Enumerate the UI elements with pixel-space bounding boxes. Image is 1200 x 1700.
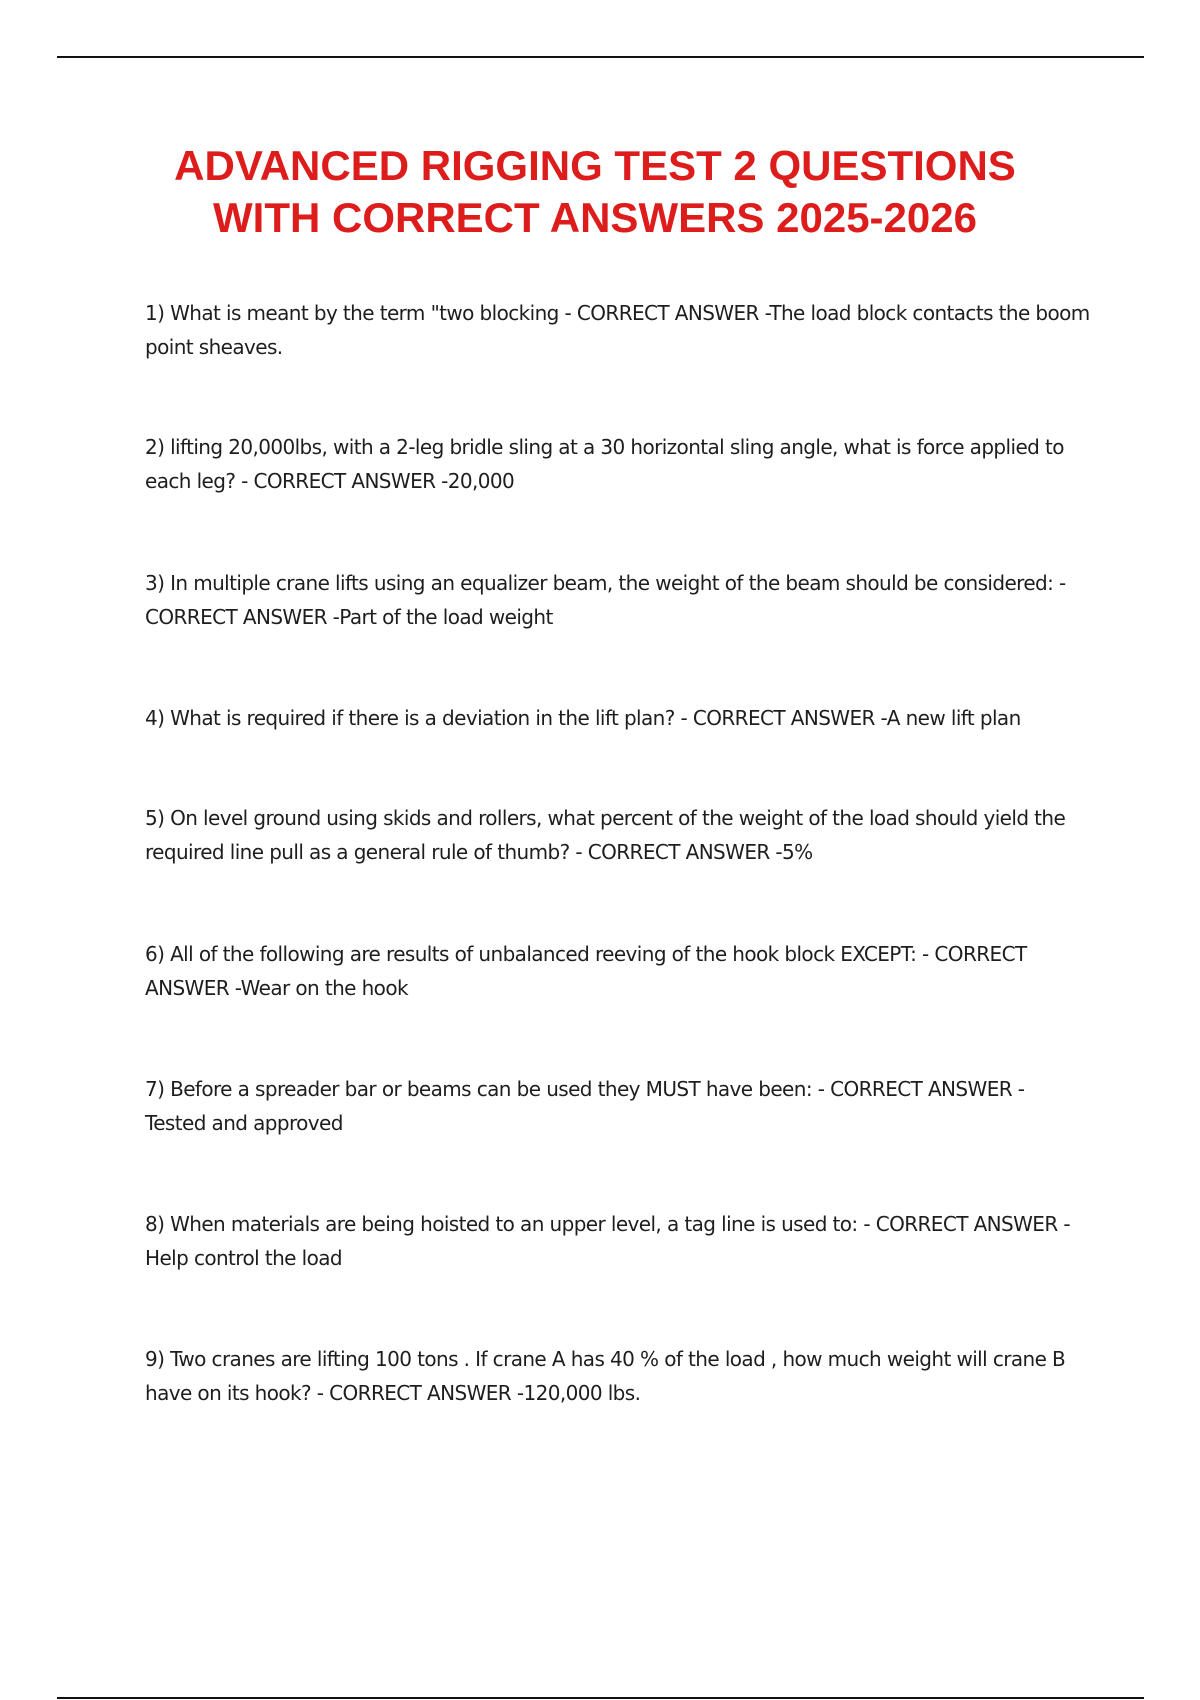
- top-divider: [57, 56, 1144, 58]
- qa-item-7: 7) Before a spreader bar or beams can be used they MUST have been: - CORRECT ANSWER - Tested and approved: [145, 1077, 1025, 1135]
- document-title: [100, 140, 1090, 244]
- qa-item-4: 4) What is required if there is a deviation in the lift plan? - CORRECT ANSWER -A new lift plan: [145, 706, 1021, 730]
- qa-item-6: 6) All of the following are results of unbalanced reeving of the hook block EXCEPT: - CORRECT ANSWER -Wear on the hook: [145, 942, 1027, 1000]
- qa-item-5: 5) On level ground using skids and rollers, what percent of the weight of the load should yield the required line pull as a general rule of thumb? - CORRECT ANSWER -5%: [145, 806, 1066, 864]
- qa-item-3: 3) In multiple crane lifts using an equalizer beam, the weight of the beam should be considered: - CORRECT ANSWER -Part of the load weight: [145, 571, 1066, 629]
- title-line-2: WITH CORRECT ANSWERS 2025-2026: [213, 194, 977, 241]
- qa-item-9: 9) Two cranes are lifting 100 tons . If crane A has 40 % of the load , how much weight will crane B have on its hook? - CORRECT ANSWER -120,000 lbs.: [145, 1347, 1066, 1405]
- qa-item-8: 8) When materials are being hoisted to an upper level, a tag line is used to: - CORRECT ANSWER -Help control the load: [145, 1212, 1070, 1270]
- title-line-1: ADVANCED RIGGING TEST 2 QUESTIONS: [174, 142, 1016, 189]
- qa-item-1: 1) What is meant by the term "two blocking - CORRECT ANSWER -The load block contacts the boom point sheaves.: [145, 301, 1090, 359]
- bottom-divider: [57, 1697, 1144, 1699]
- qa-item-2: 2) lifting 20,000lbs, with a 2-leg bridle sling at a 30 horizontal sling angle, what is force applied to each leg? - CORRECT ANSWER -20,000: [145, 435, 1064, 493]
